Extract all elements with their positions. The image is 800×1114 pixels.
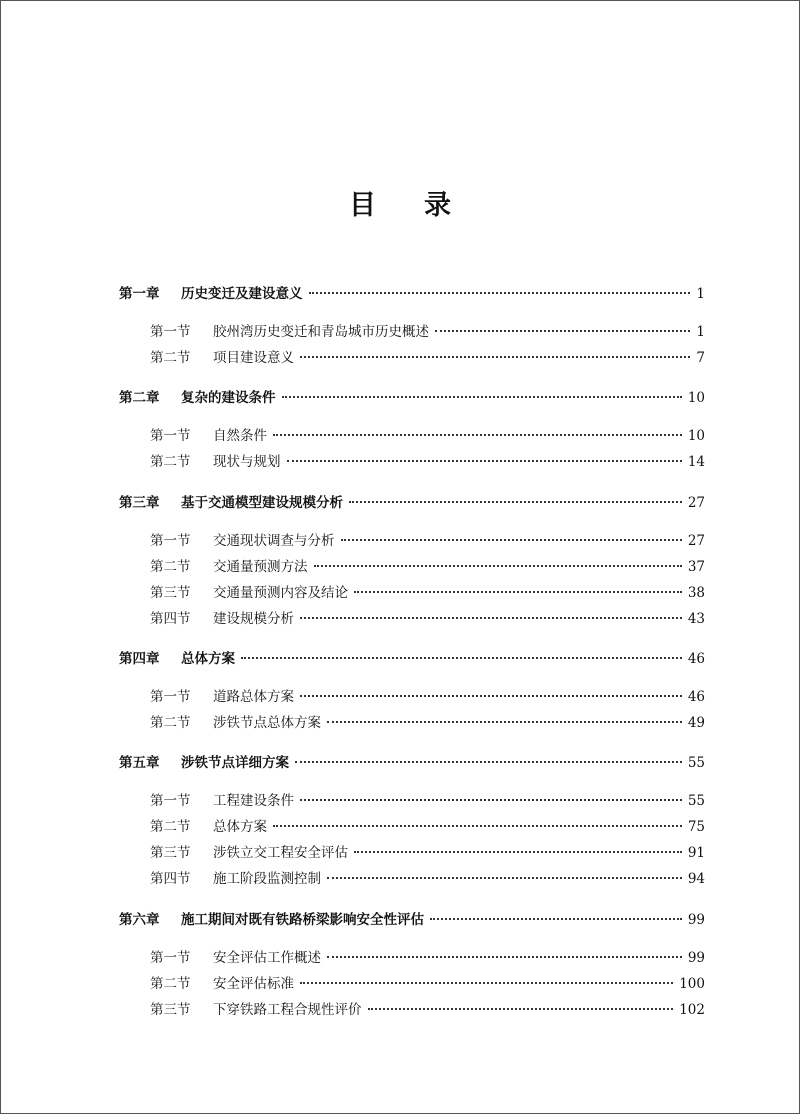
entry-number: 第二节 bbox=[150, 559, 191, 575]
entry-number: 第一章 bbox=[119, 286, 160, 302]
entry-number: 第一节 bbox=[150, 428, 191, 444]
dot-leader bbox=[273, 824, 682, 827]
dot-leader bbox=[241, 656, 682, 659]
toc-section-entry bbox=[150, 426, 705, 446]
entry-page-number: 1 bbox=[696, 324, 705, 340]
entry-number: 第二章 bbox=[119, 390, 160, 406]
entry-title: 历史变迁及建设意义 bbox=[181, 286, 303, 302]
toc-section-entry bbox=[150, 687, 705, 707]
entry-number: 第一节 bbox=[150, 793, 191, 809]
entry-number: 第六章 bbox=[119, 912, 160, 928]
entry-number: 第二节 bbox=[150, 454, 191, 470]
entry-page-number: 27 bbox=[687, 495, 705, 511]
page-title: 目录 bbox=[349, 190, 499, 221]
dot-leader bbox=[327, 720, 682, 723]
entry-page-number: 100 bbox=[679, 976, 705, 992]
dot-leader bbox=[349, 500, 682, 503]
dot-leader bbox=[327, 955, 682, 958]
entry-title: 胶州湾历史变迁和青岛城市历史概述 bbox=[213, 324, 429, 340]
toc-section-entry bbox=[150, 557, 705, 577]
entry-title: 下穿铁路工程合规性评价 bbox=[213, 1002, 362, 1018]
toc-section-entry bbox=[150, 452, 705, 472]
entry-title: 复杂的建设条件 bbox=[181, 390, 276, 406]
entry-title: 安全评估工作概述 bbox=[213, 950, 321, 966]
entry-number: 第二节 bbox=[150, 819, 191, 835]
entry-page-number: 99 bbox=[687, 950, 705, 966]
entry-title: 交通量预测内容及结论 bbox=[213, 585, 348, 601]
entry-number: 第三节 bbox=[150, 1002, 191, 1018]
entry-page-number: 55 bbox=[687, 793, 705, 809]
entry-number: 第五章 bbox=[119, 755, 160, 771]
entry-title: 施工阶段监测控制 bbox=[213, 871, 321, 887]
toc-section-entry bbox=[150, 974, 705, 994]
entry-number: 第一节 bbox=[150, 950, 191, 966]
dot-leader bbox=[300, 694, 682, 697]
entry-title: 施工期间对既有铁路桥梁影响安全性评估 bbox=[181, 912, 424, 928]
entry-title: 基于交通模型建设规模分析 bbox=[181, 495, 343, 511]
dot-leader bbox=[300, 798, 682, 801]
toc-section-entry bbox=[150, 348, 705, 368]
dot-leader bbox=[295, 760, 682, 763]
entry-page-number: 7 bbox=[696, 350, 705, 366]
table-of-contents bbox=[1, 1, 799, 1113]
dot-leader bbox=[287, 459, 682, 462]
entry-title: 安全评估标准 bbox=[213, 976, 294, 992]
entry-page-number: 102 bbox=[679, 1002, 705, 1018]
entry-number: 第四节 bbox=[150, 611, 191, 627]
dot-leader bbox=[354, 590, 682, 593]
entry-page-number: 14 bbox=[687, 454, 705, 470]
dot-leader bbox=[309, 291, 691, 294]
dot-leader bbox=[368, 1007, 674, 1010]
toc-section-entry bbox=[150, 843, 705, 863]
entry-title: 现状与规划 bbox=[213, 454, 281, 470]
toc-section-entry bbox=[150, 713, 705, 733]
entry-page-number: 91 bbox=[687, 845, 705, 861]
dot-leader bbox=[341, 538, 682, 541]
entry-title: 道路总体方案 bbox=[213, 689, 294, 705]
toc-chapter-entry bbox=[119, 284, 705, 304]
entry-number: 第二节 bbox=[150, 976, 191, 992]
entry-number: 第三章 bbox=[119, 495, 160, 511]
entry-title: 总体方案 bbox=[213, 819, 267, 835]
toc-section-entry bbox=[150, 817, 705, 837]
entry-title: 项目建设意义 bbox=[213, 350, 294, 366]
dot-leader bbox=[300, 616, 682, 619]
entry-page-number: 38 bbox=[687, 585, 705, 601]
entry-number: 第四节 bbox=[150, 871, 191, 887]
toc-chapter-entry bbox=[119, 388, 705, 408]
entry-title: 交通量预测方法 bbox=[213, 559, 308, 575]
entry-number: 第三节 bbox=[150, 585, 191, 601]
dot-leader bbox=[282, 395, 682, 398]
entry-page-number: 37 bbox=[687, 559, 705, 575]
toc-section-entry bbox=[150, 583, 705, 603]
dot-leader bbox=[435, 329, 690, 332]
toc-section-entry bbox=[150, 1000, 705, 1020]
toc-chapter-entry bbox=[119, 753, 705, 773]
dot-leader bbox=[314, 564, 682, 567]
dot-leader bbox=[327, 876, 682, 879]
entry-page-number: 43 bbox=[687, 611, 705, 627]
dot-leader bbox=[300, 981, 673, 984]
entry-number: 第四章 bbox=[119, 651, 160, 667]
toc-section-entry bbox=[150, 869, 705, 889]
toc-chapter-entry bbox=[119, 649, 705, 669]
entry-title: 总体方案 bbox=[181, 651, 235, 667]
dot-leader bbox=[430, 917, 682, 920]
toc-section-entry bbox=[150, 531, 705, 551]
entry-title: 工程建设条件 bbox=[213, 793, 294, 809]
entry-page-number: 10 bbox=[687, 428, 705, 444]
toc-section-entry bbox=[150, 322, 705, 342]
entry-number: 第二节 bbox=[150, 715, 191, 731]
toc-chapter-entry bbox=[119, 910, 705, 930]
entry-page-number: 75 bbox=[687, 819, 705, 835]
entry-page-number: 49 bbox=[687, 715, 705, 731]
entry-title: 涉铁节点详细方案 bbox=[181, 755, 289, 771]
entry-page-number: 46 bbox=[687, 651, 705, 667]
entry-number: 第一节 bbox=[150, 689, 191, 705]
entry-page-number: 94 bbox=[687, 871, 705, 887]
entry-page-number: 55 bbox=[687, 755, 705, 771]
entry-page-number: 99 bbox=[687, 912, 705, 928]
entry-number: 第二节 bbox=[150, 350, 191, 366]
entry-title: 涉铁立交工程安全评估 bbox=[213, 845, 348, 861]
entry-page-number: 27 bbox=[687, 533, 705, 549]
dot-leader bbox=[300, 355, 690, 358]
entry-title: 交通现状调查与分析 bbox=[213, 533, 335, 549]
dot-leader bbox=[354, 850, 682, 853]
entry-title: 涉铁节点总体方案 bbox=[213, 715, 321, 731]
entry-page-number: 1 bbox=[696, 286, 705, 302]
toc-chapter-entry bbox=[119, 493, 705, 513]
toc-section-entry bbox=[150, 948, 705, 968]
toc-section-entry bbox=[150, 609, 705, 629]
entry-page-number: 46 bbox=[687, 689, 705, 705]
dot-leader bbox=[273, 433, 682, 436]
entry-title: 自然条件 bbox=[213, 428, 267, 444]
entry-title: 建设规模分析 bbox=[213, 611, 294, 627]
entry-page-number: 10 bbox=[687, 390, 705, 406]
entry-number: 第一节 bbox=[150, 324, 191, 340]
entry-number: 第三节 bbox=[150, 845, 191, 861]
toc-section-entry bbox=[150, 791, 705, 811]
entry-number: 第一节 bbox=[150, 533, 191, 549]
